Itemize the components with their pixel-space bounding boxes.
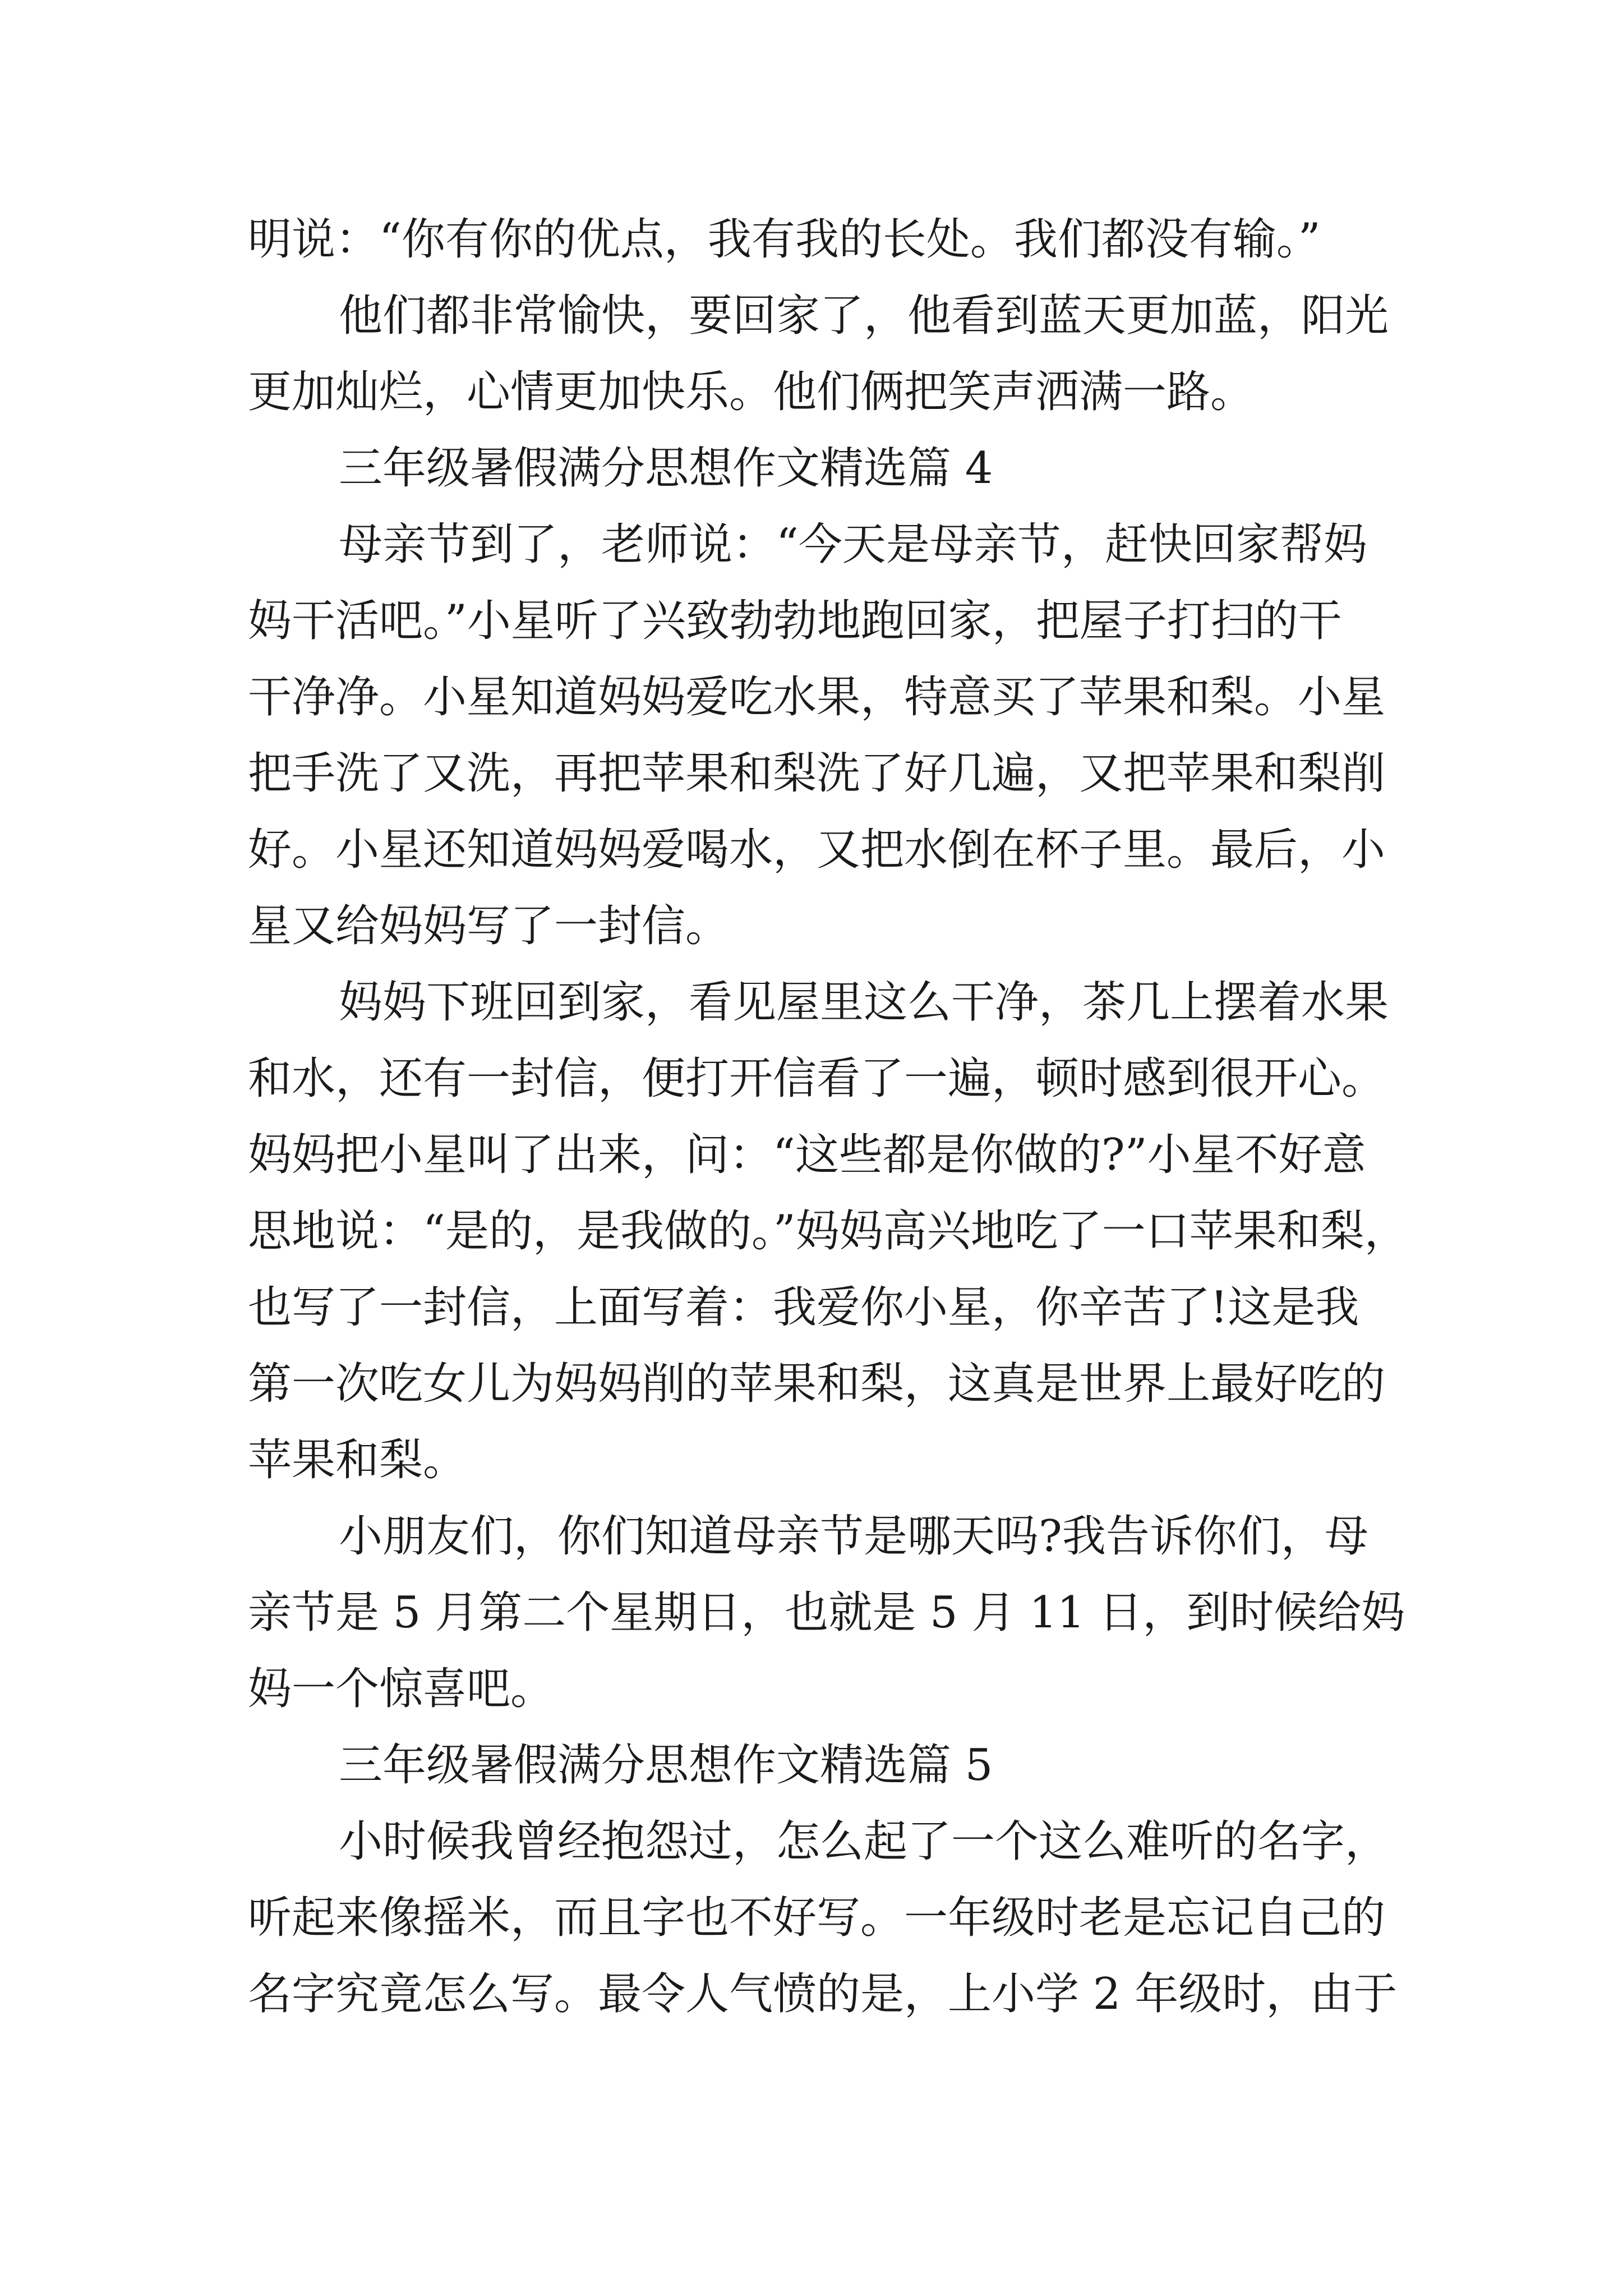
text-line: 妈一个惊喜吧。 [248,1664,555,1714]
text-line: 干净净。小星知道妈妈爱吃水果，特意买了苹果和梨。小星 [248,672,1386,723]
text-line: 更加灿烂，心情更加快乐。他们俩把笑声洒满一路。 [248,367,1255,417]
text-line: 名字究竟怎么写。最令人气愤的是，上小学 2 年级时，由于 [248,1969,1398,2019]
text-line: 星又给妈妈写了一封信。 [248,901,730,951]
text-line: 和水，还有一封信，便打开信看了一遍，顿时感到很开心。 [248,1053,1386,1104]
text-line: 好。小星还知道妈妈爱喝水，又把水倒在杯子里。最后，小 [248,825,1386,875]
text-line: 也写了一封信，上面写着：我爱你小星，你辛苦了!这是我 [248,1282,1359,1333]
text-line: 亲节是 5 月第二个星期日，也就是 5 月 11 日，到时候给妈 [248,1588,1405,1638]
text-line: 明说：“你有你的优点，我有我的长处。我们都没有输。” [248,214,1321,265]
section-heading: 三年级暑假满分思想作文精选篇 5 [339,1740,993,1791]
text-line: 妈干活吧。”小星听了兴致勃勃地跑回家，把屋子打扫的干 [248,596,1342,646]
text-line: 妈妈把小星叫了出来，问：“这些都是你做的?”小星不好意 [248,1130,1366,1180]
text-line: 第一次吃女儿为妈妈削的苹果和梨，这真是世界上最好吃的 [248,1359,1386,1409]
text-line: 把手洗了又洗，再把苹果和梨洗了好几遍，又把苹果和梨削 [248,748,1386,799]
paragraph-line: 小朋友们，你们知道母亲节是哪天吗?我告诉你们，母 [339,1511,1368,1562]
text-line: 苹果和梨。 [248,1435,467,1485]
paragraph-line: 小时候我曾经抱怨过，怎么起了一个这么难听的名字， [339,1816,1389,1867]
paragraph-line: 母亲节到了，老师说：“今天是母亲节，赶快回家帮妈 [339,519,1367,570]
paragraph-line: 妈妈下班回到家，看见屋里这么干净，茶几上摆着水果 [339,977,1389,1028]
section-heading: 三年级暑假满分思想作文精选篇 4 [339,443,993,494]
text-line: 思地说：“是的，是我做的。”妈妈高兴地吃了一口苹果和梨， [248,1206,1408,1257]
paragraph-line: 他们都非常愉快，要回家了，他看到蓝天更加蓝，阳光 [339,291,1389,341]
text-line: 听起来像摇米，而且字也不好写。一年级时老是忘记自己的 [248,1893,1386,1943]
